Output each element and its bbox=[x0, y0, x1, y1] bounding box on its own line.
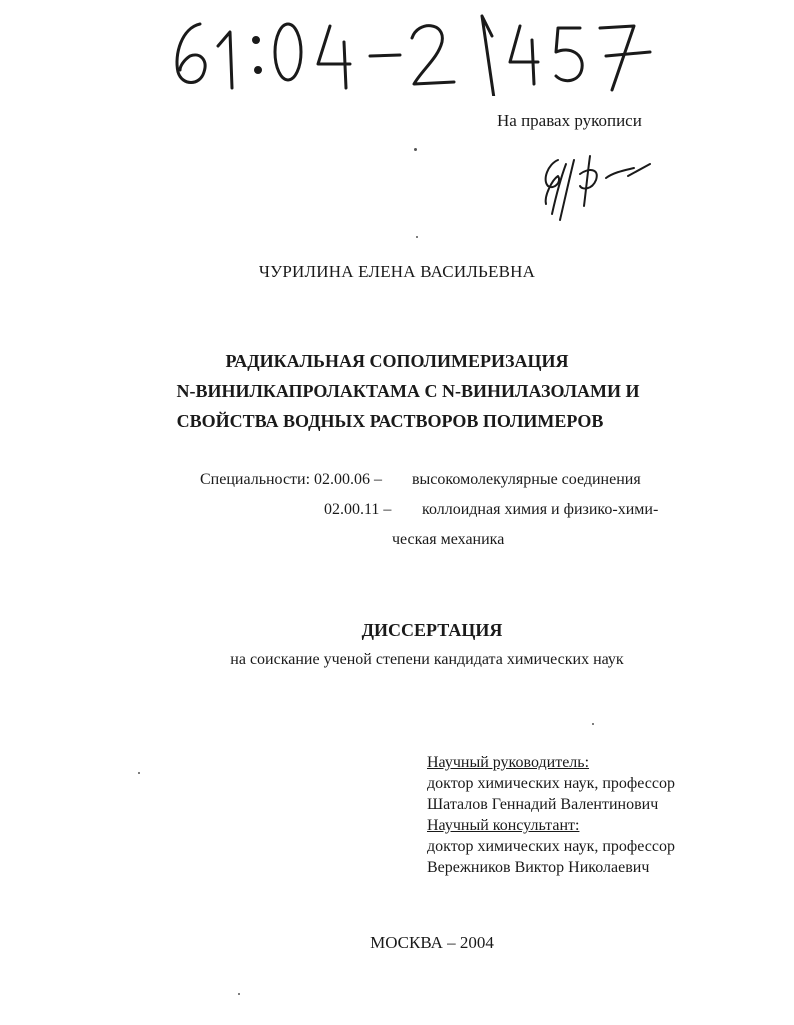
author-name: ЧУРИЛИНА ЕЛЕНА ВАСИЛЬЕВНА bbox=[258, 262, 536, 281]
signature-scribble bbox=[530, 150, 660, 225]
catalog-number-handwriting bbox=[160, 6, 660, 96]
specialty-2-text: коллоидная химия и физико-хими- bbox=[422, 501, 659, 518]
document-type-heading: ДИССЕРТАЦИЯ bbox=[361, 620, 503, 640]
specialty-2-continuation: ческая механика bbox=[392, 531, 505, 548]
rights-note: На правах рукописи bbox=[497, 111, 642, 130]
scan-speck bbox=[416, 236, 418, 238]
scan-speck bbox=[592, 723, 594, 725]
handwritten-catalog-number bbox=[160, 6, 660, 96]
title-line: N-ВИНИЛКАПРОЛАКТАМА С N-ВИНИЛАЗОЛАМИ И bbox=[176, 381, 640, 401]
specialties-label: Специальности: 02.00.06 – bbox=[200, 471, 383, 488]
consultant-label: Научный консультант: bbox=[427, 817, 580, 834]
scan-speck bbox=[414, 148, 417, 151]
specialty-2-code: 02.00.11 – bbox=[324, 501, 392, 518]
advisor-name: Шаталов Геннадий Валентинович bbox=[427, 796, 659, 813]
degree-subtitle: на соискание ученой степени кандидата химических наук bbox=[230, 651, 624, 668]
scan-speck bbox=[138, 772, 140, 774]
consultant-degree: доктор химических наук, профессор bbox=[427, 838, 675, 855]
title-line: РАДИКАЛЬНАЯ СОПОЛИМЕРИЗАЦИЯ bbox=[225, 351, 569, 371]
city-year: МОСКВА – 2004 bbox=[370, 933, 494, 952]
title-line: СВОЙСТВА ВОДНЫХ РАСТВОРОВ ПОЛИМЕРОВ bbox=[176, 411, 604, 431]
scan-speck bbox=[238, 993, 240, 995]
specialty-1-text: высокомолекулярные соединения bbox=[412, 471, 641, 488]
advisor-label: Научный руководитель: bbox=[427, 754, 590, 771]
dissertation-title bbox=[0, 346, 794, 436]
consultant-name: Вережников Виктор Николаевич bbox=[427, 859, 650, 876]
handwritten-signature bbox=[530, 150, 660, 225]
advisor-degree: доктор химических наук, профессор bbox=[427, 775, 675, 792]
